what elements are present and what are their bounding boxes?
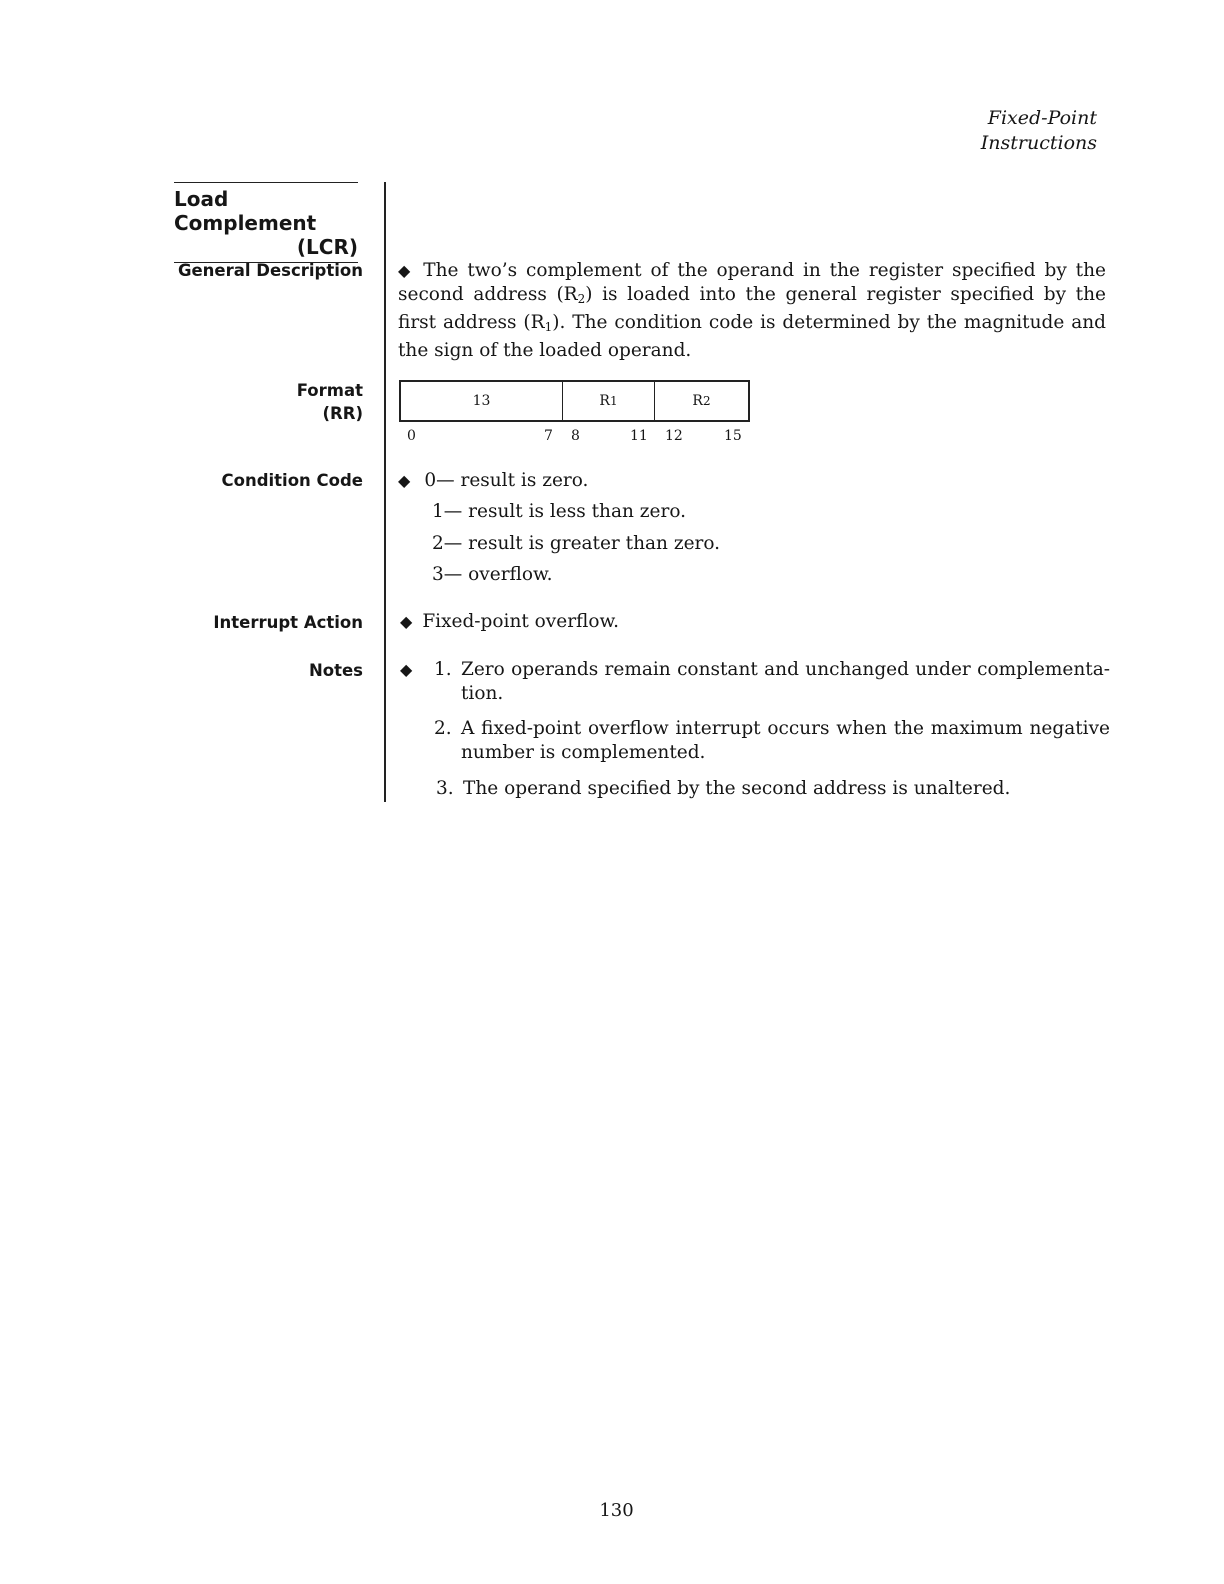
bullet-diamond-icon: ◆ — [398, 261, 414, 280]
label-condition-code: Condition Code — [221, 471, 363, 490]
bit-number: 8 — [571, 428, 580, 444]
label-interrupt-action: Interrupt Action — [213, 613, 363, 632]
note-number: 1. — [434, 659, 452, 680]
label-general-description: General Description — [177, 261, 363, 280]
instruction-format-diagram — [399, 380, 750, 422]
format-field-opcode: 13 — [401, 382, 563, 420]
general-description-text: ◆ The two’s complement of the operand in the register specified by the second address $(R_2)$ is loaded into the general register specified by the first address $(R_1)$. The condition code is determined by the magnitude and the sign of the loaded operand. — [398, 260, 1107, 361]
bit-number: 7 — [544, 428, 553, 444]
label-format-title: Format — [296, 381, 363, 400]
bit-number: 12 — [665, 428, 683, 444]
column-divider-rule — [384, 182, 386, 802]
bullet-diamond-icon: ◆ — [398, 471, 411, 490]
condition-code-item: 1— result is less than zero. — [432, 501, 687, 522]
bit-number: 15 — [724, 428, 742, 444]
running-head-line-2: Instructions — [980, 132, 1097, 154]
condition-code-item: 2— result is greater than zero. — [432, 533, 721, 554]
instruction-title — [174, 182, 358, 263]
label-format-type: (RR) — [322, 404, 363, 423]
bullet-diamond-icon: ◆ — [400, 612, 413, 631]
note-text: Zero operands remain constant and unchanged under complementa-tion. — [461, 659, 1110, 704]
note-number: 2. — [434, 718, 452, 739]
running-head-line-1: Fixed-Point — [987, 107, 1097, 129]
bit-number: 0 — [407, 428, 416, 444]
note-number: 3. — [436, 778, 454, 799]
bit-number: 11 — [630, 428, 648, 444]
instruction-mnemonic: (LCR) — [296, 235, 358, 259]
instruction-title-name: Load Complement — [174, 187, 317, 235]
page-number: 130 — [599, 1500, 634, 1521]
note-item — [434, 658, 1110, 706]
running-head — [981, 106, 1097, 156]
condition-code-item: ◆ 0— result is zero. — [398, 470, 589, 491]
note-item — [434, 717, 1110, 765]
format-field-r2: R 2 — [692, 393, 711, 409]
note-text: A fixed-point overflow interrupt occurs when the maximum negative number is complemented. — [461, 718, 1110, 763]
note-item — [436, 777, 1112, 801]
note-text: The operand specified by the second address is unaltered. — [463, 778, 1011, 799]
label-format — [297, 379, 363, 425]
bullet-diamond-icon: ◆ — [400, 660, 413, 679]
notes-bullet — [400, 658, 422, 682]
interrupt-action-text: ◆ Fixed-point overflow. — [400, 611, 620, 632]
condition-code-item: 3— overflow. — [432, 564, 553, 585]
format-field-r1: R 1 — [563, 382, 655, 420]
label-notes: Notes — [308, 661, 363, 680]
